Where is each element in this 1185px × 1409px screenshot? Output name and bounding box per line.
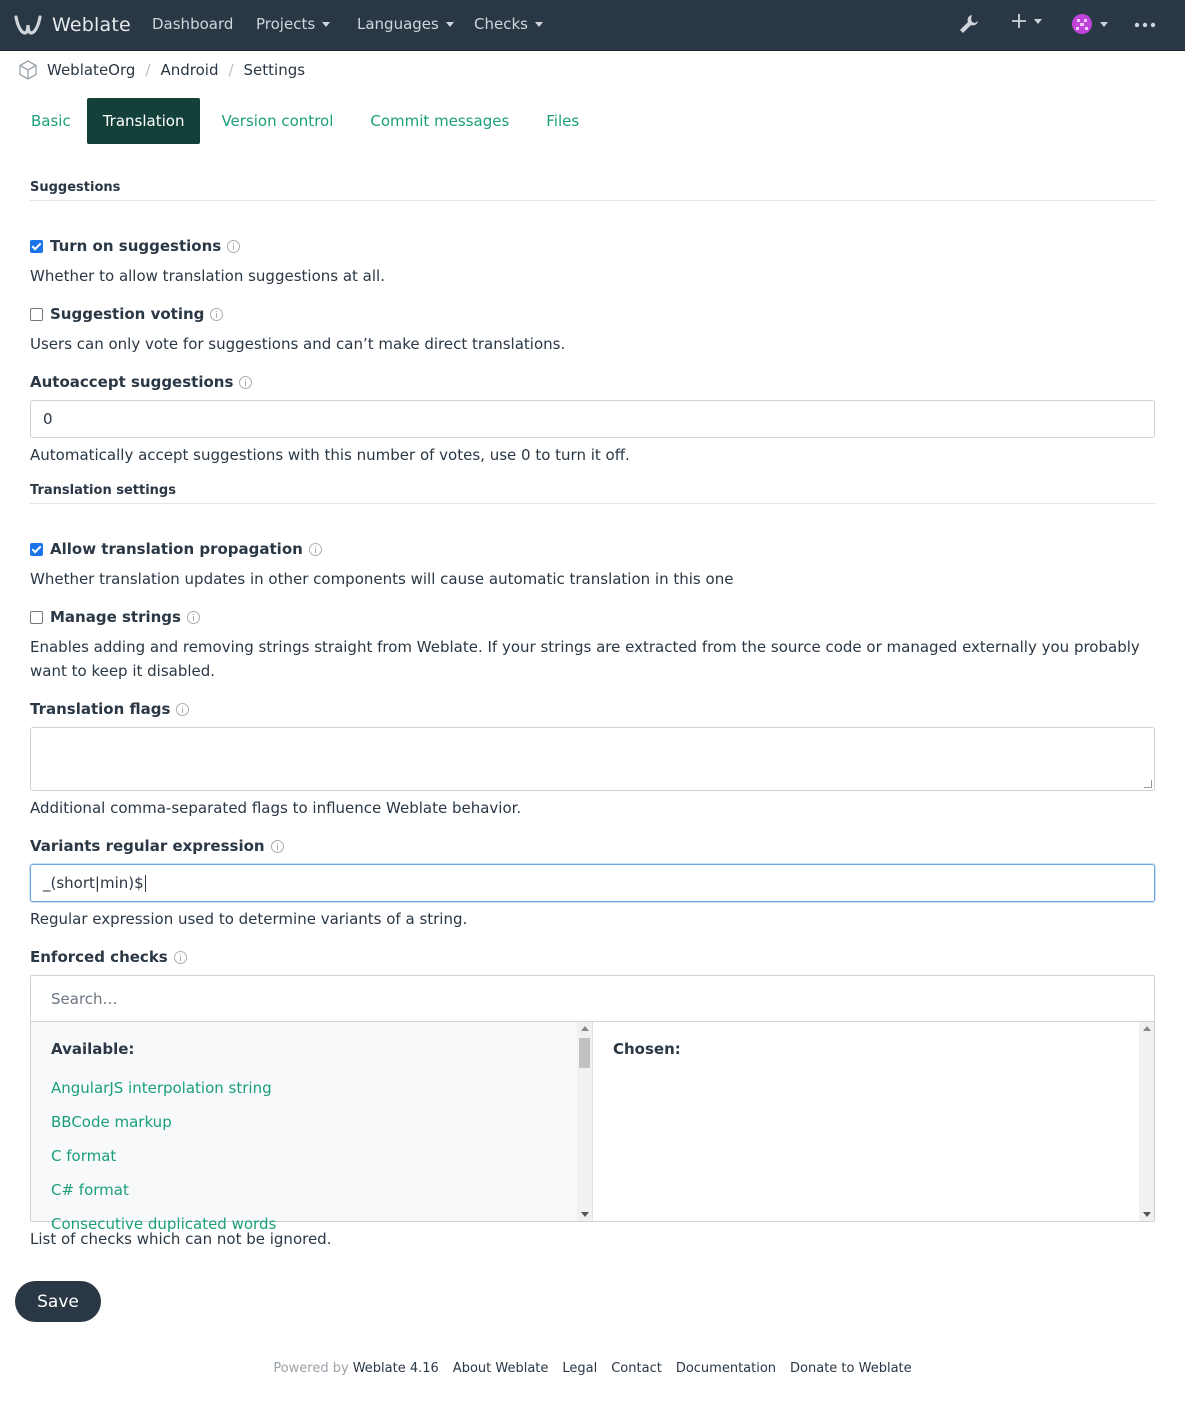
suggestion-voting-label[interactable]: Suggestion voting [50,305,205,323]
list-item[interactable]: AngularJS interpolation string [51,1079,272,1097]
tab-version-control[interactable]: Version control [221,112,334,130]
navbar [0,0,1185,51]
footer-about-link[interactable]: About Weblate [452,1361,549,1376]
brand-link[interactable] [14,11,131,39]
tab-commit-messages[interactable]: Commit messages [370,112,510,130]
divider [30,503,1155,504]
autoaccept-label [30,373,252,391]
translation-flags-label-text: Translation flags [30,700,171,718]
caret-down-icon [1100,22,1108,27]
footer-legal-link[interactable]: Legal [562,1361,598,1376]
divider [30,200,1155,201]
list-item[interactable]: BBCode markup [51,1113,172,1131]
manage-strings-checkbox[interactable] [30,611,43,624]
variants-label [30,837,284,855]
info-icon[interactable] [239,376,252,389]
list-item[interactable]: C format [51,1147,117,1165]
brand-name: Weblate [52,14,131,36]
info-icon[interactable] [187,611,200,624]
autoaccept-input[interactable] [30,400,1155,438]
info-icon[interactable] [176,703,189,716]
scroll-thumb[interactable] [579,1038,590,1068]
turn-on-suggestions-help: Whether to allow translation suggestions at all. [30,267,385,285]
autoaccept-label-text: Autoaccept suggestions [30,373,234,391]
caret-down-icon [1034,19,1042,24]
enforced-checks-selector [30,975,1155,1233]
breadcrumb-current[interactable]: Settings [243,61,306,79]
manage-strings-label[interactable]: Manage strings [50,608,181,626]
manage-strings-help: Enables adding and removing strings straight from Weblate. If your strings are extracted from the source code or managed externally you probably want to keep it disabled. [30,638,1140,680]
list-item[interactable]: C# format [51,1181,129,1199]
scroll-up-icon[interactable] [581,1026,589,1031]
more-icon[interactable] [1134,22,1156,28]
avatar [1071,13,1093,35]
settings-tabs [15,98,595,144]
user-menu[interactable] [1071,13,1108,35]
resize-handle-icon[interactable] [1144,780,1152,788]
available-title: Available: [51,1040,135,1058]
text-cursor [145,875,146,892]
wrench-icon[interactable] [958,13,980,35]
tab-basic[interactable]: Basic [31,112,71,130]
available-checks-list [31,1022,593,1233]
add-menu[interactable] [1011,13,1042,29]
search-placeholder: Search… [51,989,118,1008]
caret-down-icon [446,22,454,27]
turn-on-suggestions-checkbox[interactable] [30,240,43,253]
section-suggestions-title: Suggestions [30,180,121,195]
variants-input[interactable] [30,864,1155,902]
enforced-checks-label [30,948,187,966]
chosen-scrollbar[interactable] [1139,1022,1154,1221]
available-scrollbar[interactable] [577,1022,592,1221]
turn-on-suggestions-field [30,237,240,255]
suggestion-voting-help: Users can only vote for suggestions and can’t make direct translations. [30,335,566,353]
section-translation-title: Translation settings [30,483,176,498]
propagation-checkbox[interactable] [30,543,43,556]
variants-help: Regular expression used to determine variants of a string. [30,910,468,928]
manage-strings-field [30,608,200,626]
variants-label-text: Variants regular expression [30,837,265,855]
chosen-title: Chosen: [613,1040,681,1058]
nav-dashboard-label: Dashboard [152,15,234,33]
nav-dashboard[interactable] [152,15,233,33]
propagation-label[interactable]: Allow translation propagation [50,540,303,558]
tab-translation[interactable]: Translation [87,98,201,144]
footer [0,1361,1185,1376]
footer-contact-link[interactable]: Contact [611,1361,662,1376]
nav-checks-label: Checks [474,15,528,33]
suggestion-voting-checkbox[interactable] [30,308,43,321]
scroll-down-icon[interactable] [1143,1212,1151,1217]
footer-powered: Powered by [273,1361,349,1376]
breadcrumb [18,58,305,82]
nav-languages[interactable] [357,15,454,33]
footer-donate-link[interactable]: Donate to Weblate [790,1361,912,1376]
enforced-checks-label-text: Enforced checks [30,948,168,966]
footer-documentation-link[interactable]: Documentation [675,1361,777,1376]
weblate-logo-icon [14,14,42,36]
caret-down-icon [322,22,330,27]
info-icon[interactable] [309,543,322,556]
nav-languages-label: Languages [357,15,439,33]
nav-projects[interactable] [256,15,330,33]
footer-version-link[interactable]: Weblate 4.16 [352,1361,439,1376]
project-cube-icon [18,60,38,80]
translation-flags-textarea[interactable] [30,727,1155,791]
propagation-help: Whether translation updates in other components will cause automatic translation in this one [30,570,734,588]
info-icon[interactable] [210,308,223,321]
variants-value: _(short|min)$ [43,874,144,892]
turn-on-suggestions-label[interactable]: Turn on suggestions [50,237,222,255]
caret-down-icon [535,22,543,27]
nav-projects-label: Projects [256,15,316,33]
scroll-up-icon[interactable] [1143,1026,1151,1031]
scroll-down-icon[interactable] [581,1212,589,1217]
info-icon[interactable] [271,840,284,853]
info-icon[interactable] [227,240,240,253]
tab-files[interactable]: Files [546,112,580,130]
list-item[interactable]: Consecutive duplicated words [51,1215,277,1233]
autoaccept-help: Automatically accept suggestions with this number of votes, use 0 to turn it off. [30,446,630,464]
translation-flags-label [30,700,189,718]
breadcrumb-separator: / [145,61,151,79]
suggestion-voting-field [30,305,223,323]
info-icon[interactable] [174,951,187,964]
chosen-checks-list [593,1022,1154,1221]
enforced-checks-search[interactable] [31,976,1154,1022]
translation-flags-help: Additional comma-separated flags to influence Weblate behavior. [30,799,522,817]
breadcrumb-separator: / [228,61,234,79]
breadcrumb-project[interactable]: WeblateOrg [47,61,136,79]
enforced-checks-help: List of checks which can not be ignored. [30,1230,332,1248]
propagation-field [30,540,322,558]
plus-icon [1011,13,1027,29]
save-button[interactable]: Save [15,1281,101,1322]
nav-checks[interactable] [474,15,543,33]
autoaccept-value: 0 [43,410,53,428]
breadcrumb-component[interactable]: Android [160,61,219,79]
